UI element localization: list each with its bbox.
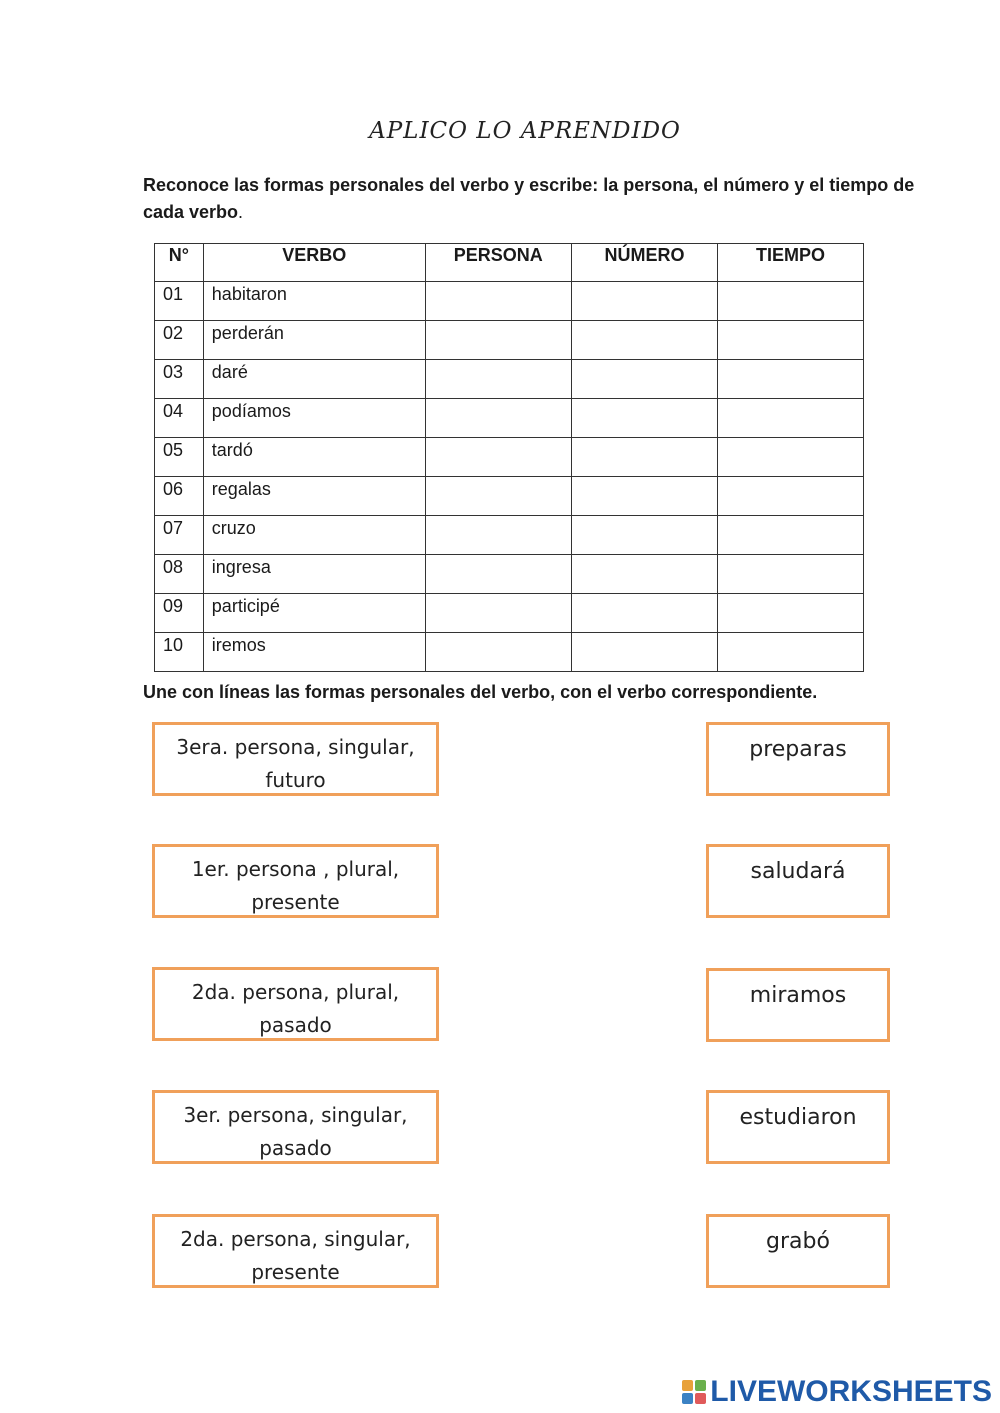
instruction-table-text: Reconoce las formas personales del verbo y escribe: la persona, el número y el tiempo de cada verbo: [143, 175, 915, 222]
match-right-label: grabó: [766, 1229, 830, 1254]
header-verb: VERBO: [203, 244, 425, 282]
match-left-line2: pasado: [259, 1136, 332, 1160]
row-tense-answer-cell[interactable]: [718, 399, 864, 438]
row-number-answer-cell[interactable]: [571, 438, 717, 477]
match-left-line2: presente: [251, 890, 340, 914]
match-right-box[interactable]: [706, 844, 890, 918]
table-row: [155, 594, 864, 633]
header-number-grammatical: NÚMERO: [571, 244, 717, 282]
row-verb: habitaron: [203, 282, 425, 321]
row-number-answer-cell[interactable]: [571, 399, 717, 438]
row-number: 02: [155, 321, 204, 360]
table-row: [155, 438, 864, 477]
match-right-box[interactable]: [706, 1214, 890, 1288]
match-left-line2: futuro: [265, 768, 326, 792]
header-number: N°: [155, 244, 204, 282]
row-verb: podíamos: [203, 399, 425, 438]
instruction-matching: Une con líneas las formas personales del verbo, con el verbo correspondiente.: [143, 682, 818, 702]
table-row: [155, 399, 864, 438]
row-number: 05: [155, 438, 204, 477]
table-row: [155, 360, 864, 399]
table-row: [155, 321, 864, 360]
table-row: [155, 477, 864, 516]
row-number-answer-cell[interactable]: [571, 477, 717, 516]
row-number: 09: [155, 594, 204, 633]
header-person: PERSONA: [425, 244, 571, 282]
row-verb: cruzo: [203, 516, 425, 555]
row-verb: perderán: [203, 321, 425, 360]
row-verb: tardó: [203, 438, 425, 477]
row-person-answer-cell[interactable]: [425, 360, 571, 399]
row-number: 08: [155, 555, 204, 594]
match-left-line1: 3er. persona, singular,: [183, 1103, 408, 1127]
match-left-line1: 2da. persona, plural,: [191, 980, 400, 1004]
row-tense-answer-cell[interactable]: [718, 516, 864, 555]
match-left-box[interactable]: [152, 967, 439, 1041]
table-row: [155, 633, 864, 672]
row-number-answer-cell[interactable]: [571, 282, 717, 321]
row-tense-answer-cell[interactable]: [718, 555, 864, 594]
row-number-answer-cell[interactable]: [571, 321, 717, 360]
match-left-box[interactable]: [152, 844, 439, 918]
match-right-label: saludará: [750, 859, 846, 884]
row-number: 04: [155, 399, 204, 438]
row-tense-answer-cell[interactable]: [718, 282, 864, 321]
match-right-label: preparas: [749, 737, 847, 762]
row-number: 01: [155, 282, 204, 321]
row-person-answer-cell[interactable]: [425, 282, 571, 321]
match-left-line1: 2da. persona, singular,: [180, 1227, 411, 1251]
row-person-answer-cell[interactable]: [425, 321, 571, 360]
row-verb: regalas: [203, 477, 425, 516]
match-left-box[interactable]: [152, 1214, 439, 1288]
row-person-answer-cell[interactable]: [425, 633, 571, 672]
match-left-box[interactable]: [152, 722, 439, 796]
liveworksheets-logo: [682, 1376, 992, 1408]
logo-text: LIVEWORKSHEETS: [710, 1375, 992, 1408]
match-left-box[interactable]: [152, 1090, 439, 1164]
row-number: 10: [155, 633, 204, 672]
table-row: [155, 516, 864, 555]
table-row: [155, 555, 864, 594]
header-tense: TIEMPO: [718, 244, 864, 282]
verb-table: [154, 243, 864, 672]
row-number: 06: [155, 477, 204, 516]
table-row: [155, 282, 864, 321]
row-number-answer-cell[interactable]: [571, 555, 717, 594]
row-person-answer-cell[interactable]: [425, 555, 571, 594]
match-right-label: miramos: [749, 983, 847, 1008]
row-verb: iremos: [203, 633, 425, 672]
row-number-answer-cell[interactable]: [571, 594, 717, 633]
instruction-table: [143, 172, 923, 226]
row-tense-answer-cell[interactable]: [718, 594, 864, 633]
match-left-line2: presente: [251, 1260, 340, 1284]
match-right-box[interactable]: [706, 722, 890, 796]
row-number: 03: [155, 360, 204, 399]
row-number: 07: [155, 516, 204, 555]
worksheet-title: APLICO LO APRENDIDO: [369, 118, 681, 144]
row-tense-answer-cell[interactable]: [718, 438, 864, 477]
row-person-answer-cell[interactable]: [425, 516, 571, 555]
row-tense-answer-cell[interactable]: [718, 633, 864, 672]
match-left-line1: 3era. persona, singular,: [176, 735, 415, 759]
row-verb: ingresa: [203, 555, 425, 594]
row-number-answer-cell[interactable]: [571, 516, 717, 555]
row-person-answer-cell[interactable]: [425, 477, 571, 516]
table-header-row: [155, 244, 864, 282]
row-person-answer-cell[interactable]: [425, 399, 571, 438]
row-number-answer-cell[interactable]: [571, 633, 717, 672]
row-person-answer-cell[interactable]: [425, 594, 571, 633]
row-verb: participé: [203, 594, 425, 633]
match-left-line2: pasado: [259, 1013, 332, 1037]
row-tense-answer-cell[interactable]: [718, 360, 864, 399]
match-right-box[interactable]: [706, 968, 890, 1042]
row-number-answer-cell[interactable]: [571, 360, 717, 399]
match-right-label: estudiaron: [739, 1105, 857, 1130]
row-verb: daré: [203, 360, 425, 399]
logo-mark-icon: [682, 1380, 706, 1404]
instruction-table-period: .: [238, 202, 244, 222]
row-person-answer-cell[interactable]: [425, 438, 571, 477]
row-tense-answer-cell[interactable]: [718, 477, 864, 516]
match-left-line1: 1er. persona , plural,: [191, 857, 400, 881]
row-tense-answer-cell[interactable]: [718, 321, 864, 360]
match-right-box[interactable]: [706, 1090, 890, 1164]
